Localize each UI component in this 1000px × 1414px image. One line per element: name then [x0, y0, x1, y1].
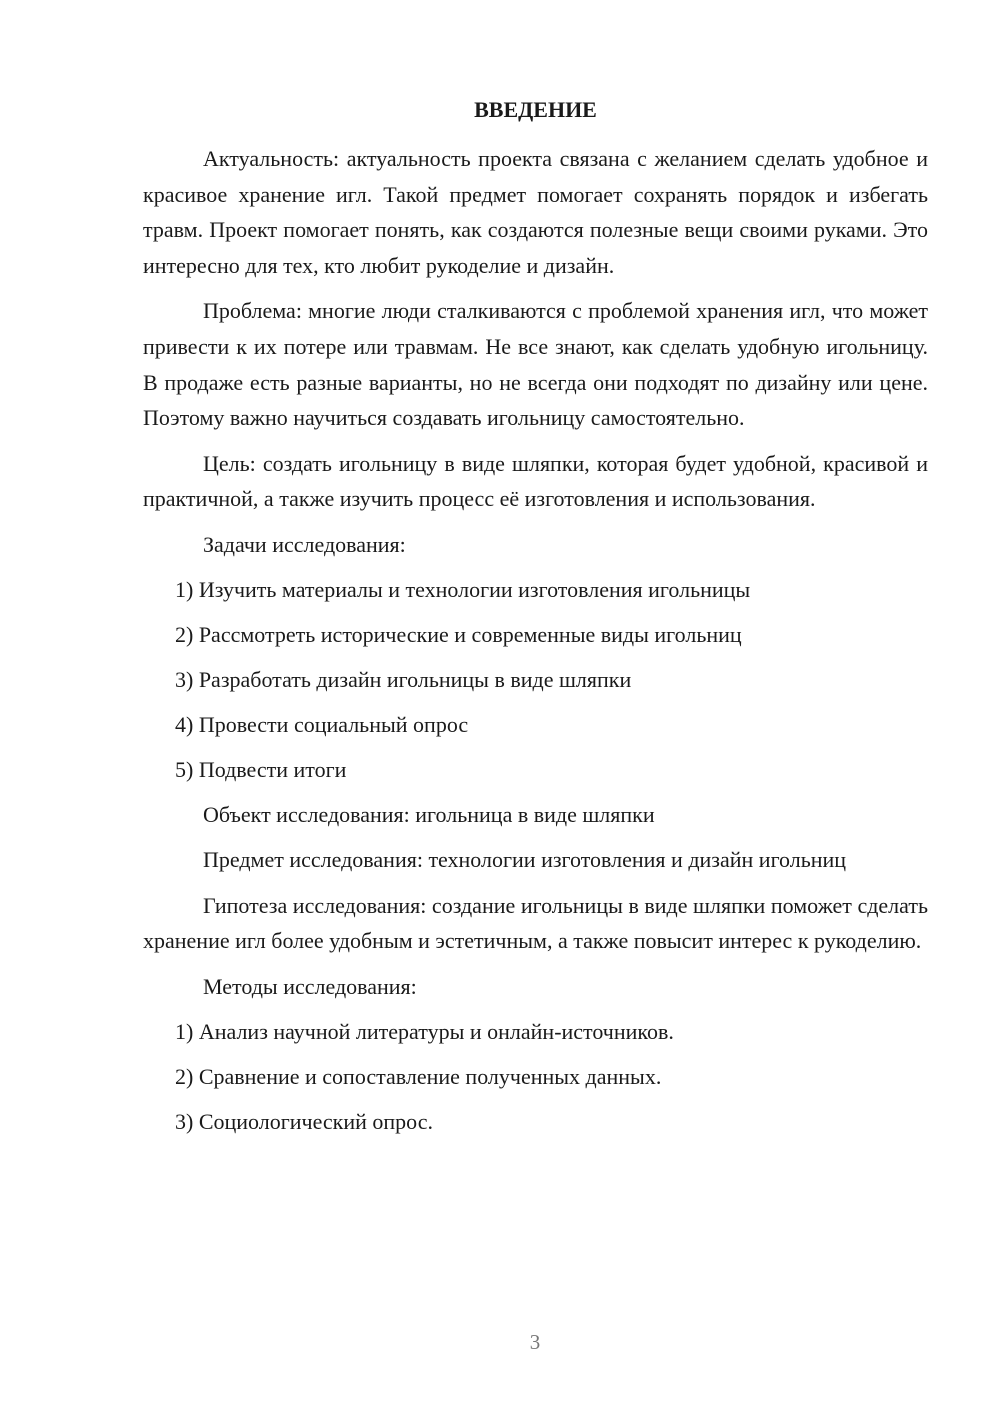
list-item: 2) Рассмотреть исторические и современные виды игольниц: [175, 621, 742, 647]
goal-paragraph: Цель: создать игольницу в виде шляпки, которая будет удобной, красивой и практичной, а также изучить процесс её изготовления и использования.: [143, 450, 928, 512]
list-item: 1) Изучить материалы и технологии изготовления игольницы: [175, 576, 751, 602]
list-item: 3) Социологический опрос.: [175, 1108, 433, 1134]
subject-paragraph: Предмет исследования: технологии изготовления и дизайн игольниц: [203, 846, 847, 872]
list-item: 3) Разработать дизайн игольницы в виде шляпки: [175, 666, 632, 692]
list-item: 4) Провести социальный опрос: [175, 711, 469, 737]
list-item: 2) Сравнение и сопоставление полученных данных.: [175, 1063, 662, 1089]
tasks-heading: Задачи исследования:: [203, 531, 406, 557]
list-item: 5) Подвести итоги: [175, 756, 347, 782]
problem-paragraph: Проблема: многие люди сталкиваются с проблемой хранения игл, что может привести к их потере или травмам. Не все знают, как сделать удобную игольницу. В продаже есть разные варианты, но не всегда они подходят по дизайну или цене. Поэтому важно научиться создавать игольницу самостоятельно.: [143, 298, 928, 431]
methods-heading: Методы исследования:: [203, 973, 417, 999]
hypothesis-paragraph: Гипотеза исследования: создание игольницы в виде шляпки поможет сделать хранение игл более удобным и эстетичным, а также повысит интерес к рукоделию.: [143, 892, 928, 954]
page-number: 3: [529, 1330, 541, 1354]
tasks-list: [143, 572, 928, 787]
document-body: [143, 92, 928, 1149]
relevance-paragraph: Актуальность: актуальность проекта связана с желанием сделать удобное и красивое хранение игл. Такой предмет помогает сохранять порядок и избегать травм. Проект помогает понять, как создаются полезные вещи своими руками. Это интересно для тех, кто любит рукоделие и дизайн.: [143, 146, 928, 278]
methods-list: [143, 1014, 928, 1139]
object-line: Объект исследования: игольница в виде шляпки: [203, 801, 655, 827]
section-title: ВВЕДЕНИЕ: [474, 97, 597, 122]
list-item: 1) Анализ научной литературы и онлайн-источников.: [175, 1018, 674, 1044]
